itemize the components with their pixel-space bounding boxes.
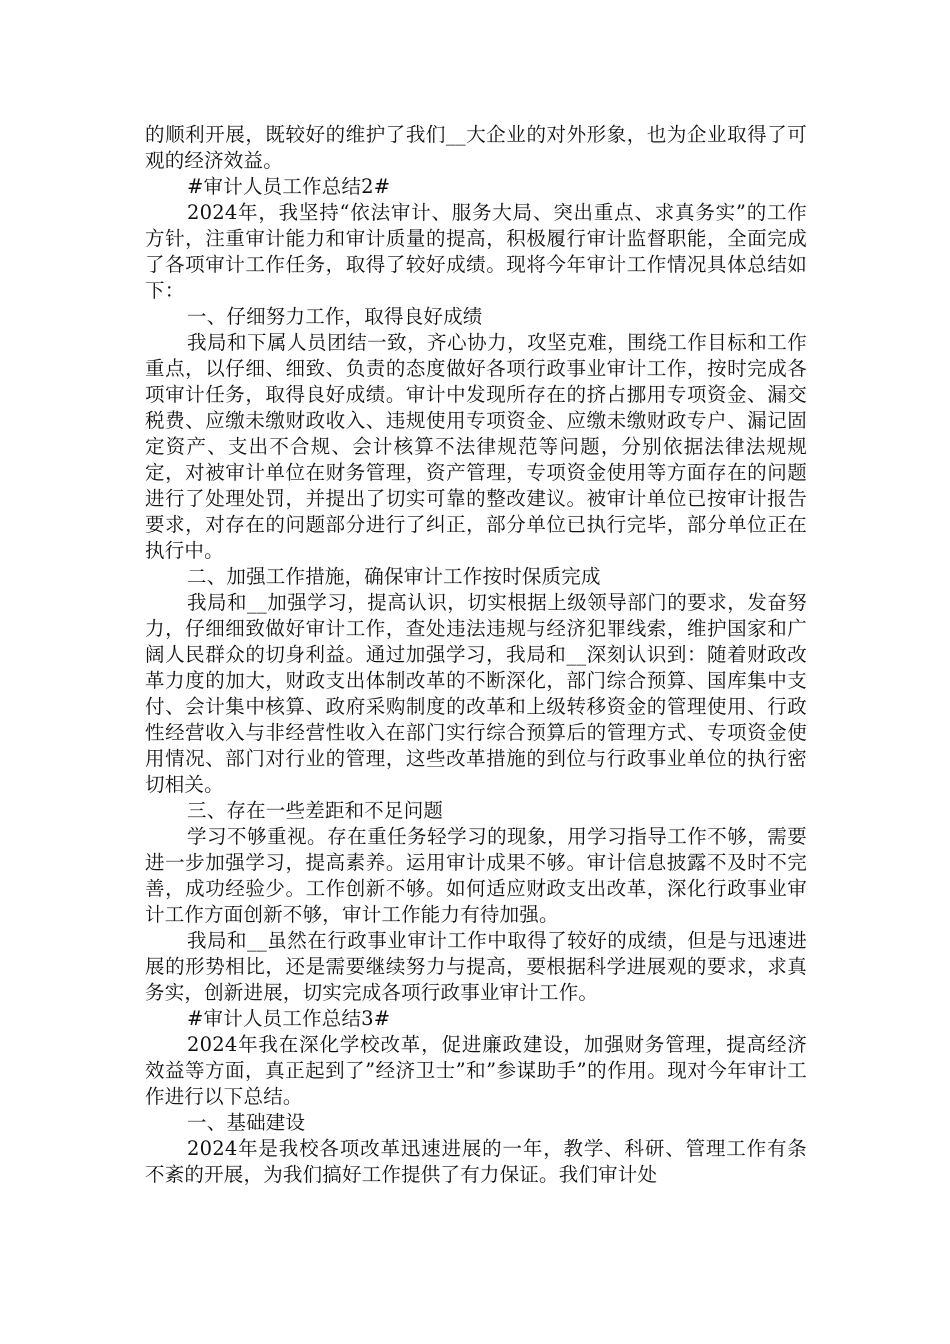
section-heading: 一、基础建设 <box>187 1111 306 1134</box>
section-heading: 三、存在一些差距和不足问题 <box>187 799 444 822</box>
section-heading: #审计人员工作总结2# <box>187 175 391 198</box>
body-paragraph: 2024年我在深化学校改革，促进廉政建设，加强财务管理，提高经济效益等方面，真正起到了”经济卫士”和”参谋助手”的作用。现对今年审计工作进行以下总结。 <box>145 1033 807 1108</box>
body-paragraph: 学习不够重视。存在重任务轻学习的现象，用学习指导工作不够，需要进一步加强学习，提高素养。运用审计成果不够。审计信息披露不及时不完善，成功经验少。工作创新不够。如何适应财政支出改革，深化行政事业审计工作方面创新不够，审计工作能力有待加强。 <box>145 825 807 926</box>
body-paragraph: 我局和__加强学习，提高认识，切实根据上级领导部门的要求，发奋努力，仔细细致做好审计工作，查处违法违规与经济犯罪线索，维护国家和广阔人民群众的切身利益。通过加强学习，我局和__深刻认识到：随着财政改革力度的加大，财政支出体制改革的不断深化，部门综合预算、国库集中支付、会计集中核算、政府采购制度的改革和上级转移资金的管理使用、行政性经营收入与非经营性收入在部门实行综合预算后的管理方式、专项资金使用情况、部门对行业的管理，这些改革措施的到位与行政事业单位的执行密切相关。 <box>145 591 807 796</box>
section-heading: #审计人员工作总结3# <box>187 1007 391 1030</box>
body-paragraph: 2024年是我校各项改革迅速进展的一年，教学、科研、管理工作有条不紊的开展，为我们搞好工作提供了有力保证。我们审计处 <box>145 1137 807 1186</box>
document-body <box>145 122 807 1188</box>
body-paragraph: 我局和下属人员团结一致，齐心协力，攻坚克难，围绕工作目标和工作重点，以仔细、细致、负责的态度做好各项行政事业审计工作，按时完成各项审计任务，取得良好成绩。审计中发现所存在的挤占挪用专项资金、漏交税费、应缴未缴财政收入、违规使用专项资金、应缴未缴财政专户、漏记固定资产、支出不合规、会计核算不法律规范等问题，分别依据法律法规规定，对被审计单位在财务管理，资产管理，专项资金使用等方面存在的问题进行了处理处罚，并提出了切实可靠的整改建议。被审计单位已按审计报告要求，对存在的问题部分进行了纠正，部分单位已执行完毕，部分单位正在执行中。 <box>145 331 807 562</box>
section-heading: 一、仔细努力工作，取得良好成绩 <box>187 305 483 328</box>
continuation-paragraph: 的顺利开展，既较好的维护了我们__大企业的对外形象，也为企业取得了可观的经济效益。 <box>145 123 807 172</box>
section-heading: 二、加强工作措施，确保审计工作按时保质完成 <box>187 565 601 588</box>
body-paragraph: 我局和__虽然在行政事业审计工作中取得了较好的成绩，但是与迅速进展的形势相比，还是需要继续努力与提高，要根据科学进展观的要求，求真务实，创新进展，切实完成各项行政事业审计工作。 <box>145 929 807 1004</box>
body-paragraph: 2024年，我坚持“依法审计、服务大局、突出重点、求真务实”的工作方针，注重审计能力和审计质量的提高，积极履行审计监督职能，全面完成了各项审计工作任务，取得了较好成绩。现将今年审计工作情况具体总结如下： <box>145 201 807 302</box>
